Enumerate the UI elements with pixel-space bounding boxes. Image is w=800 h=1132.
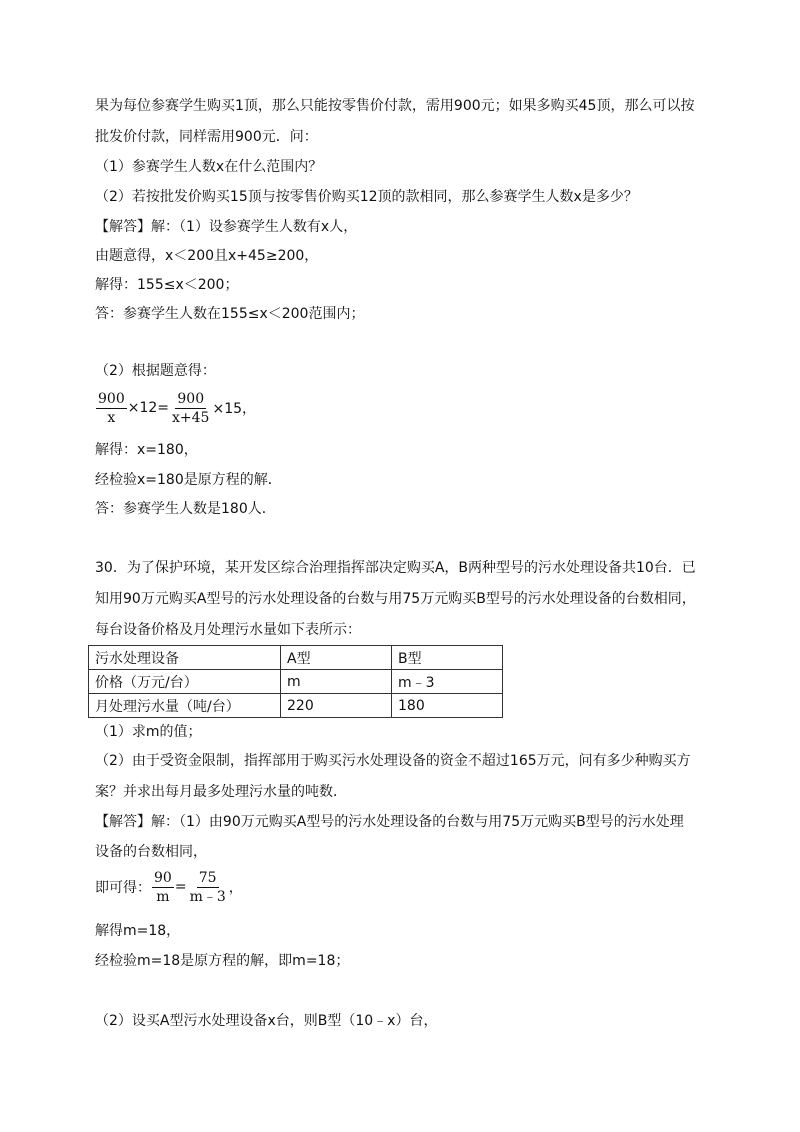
q30-text-line-2: 知用90万元购买A型号的污水处理设备的台数与用75万元购买B型号的污水处理设备的台数相同， bbox=[95, 591, 696, 607]
fraction-900-over-x: $\frac{900}{x}$ bbox=[98, 390, 125, 426]
equation-middle: ×12= bbox=[127, 400, 170, 416]
q30-answer-line-1: 【解答】解：（1）由90万元购买A型号的污水处理设备的台数与用75万元购买B型号的污水处理 bbox=[95, 814, 684, 830]
q29-text-line-1: 果为每位参赛学生购买1顶，那么只能按零售价付款，需用900元；如果多购买45顶，那么可以按 bbox=[95, 98, 695, 114]
table-cell: m bbox=[281, 670, 392, 694]
q30-subquestion-1: （1）求m的值； bbox=[95, 724, 202, 740]
q29-text-line-2: 批发价付款，同样需用900元．问： bbox=[95, 129, 318, 145]
q29-answer-line-5: 解得：x=180， bbox=[95, 442, 198, 458]
q29-answer-part-2: （2）根据题意得： bbox=[95, 363, 216, 379]
q29-answer-line-6: 经检验x=180是原方程的解． bbox=[95, 472, 282, 488]
q29-answer-line-1: 由题意得，x＜200且x+45≥200， bbox=[95, 248, 319, 264]
q30-answer-line-3: 解得m=18， bbox=[95, 923, 181, 939]
table-header-row bbox=[89, 646, 503, 670]
equipment-spec-table bbox=[88, 645, 503, 718]
q30-text-line-3: 每台设备价格及月处理污水量如下表所示： bbox=[95, 622, 361, 638]
table-row bbox=[89, 670, 503, 694]
q29-subquestion-2: （2）若按批发价购买15顶与按零售价购买12顶的款相同，那么参赛学生人数x是多少？ bbox=[95, 189, 638, 205]
table-cell: m﹣3 bbox=[392, 670, 503, 694]
fraction-75-over-m-minus-3: $\frac{75}{m﹣3}$ bbox=[189, 869, 226, 905]
q30-subquestion-2-line-2: 案？并求出每月最多处理污水量的吨数． bbox=[95, 784, 347, 800]
table-row bbox=[89, 694, 503, 718]
fraction-900-over-x-plus-45: $\frac{900}{x+45}$ bbox=[172, 390, 210, 426]
table-cell: 月处理污水量（吨/台） bbox=[89, 694, 281, 718]
q29-subquestion-1: （1）参赛学生人数x在什么范围内？ bbox=[95, 159, 323, 175]
table-cell: 180 bbox=[392, 694, 503, 718]
q29-answer-line-3: 答：参赛学生人数在155≤x＜200范围内； bbox=[95, 306, 365, 322]
q30-text-line-1: 30．为了保护环境，某开发区综合治理指挥部决定购买A，B两种型号的污水处理设备共10台．已 bbox=[95, 560, 696, 576]
equation-tail: ， bbox=[228, 880, 243, 896]
equation-middle: = bbox=[174, 879, 187, 895]
q30-answer-line-4: 经检验m=18是原方程的解，即m=18； bbox=[95, 953, 350, 969]
q30-subquestion-2-line-1: （2）由于受资金限制，指挥部用于购买污水处理设备的资金不超过165万元，问有多少种购买方 bbox=[95, 753, 691, 769]
q30-equation bbox=[95, 867, 243, 907]
q29-answer-line-2: 解得：155≤x＜200； bbox=[95, 277, 239, 293]
q30-answer-part-2: （2）设买A型污水处理设备x台，则B型（10﹣x）台， bbox=[95, 1013, 438, 1029]
q29-answer-line-7: 答：参赛学生人数是180人． bbox=[95, 501, 276, 517]
table-cell: 220 bbox=[281, 694, 392, 718]
q30-answer-line-2: 设备的台数相同， bbox=[95, 844, 207, 860]
table-header-cell: B型 bbox=[392, 646, 503, 670]
equation-prefix: 即可得： bbox=[95, 880, 151, 896]
fraction-90-over-m: $\frac{90}{m}$ bbox=[154, 869, 172, 905]
q29-answer-heading: 【解答】解：（1）设参赛学生人数有x人， bbox=[95, 219, 358, 235]
table-header-cell: 污水处理设备 bbox=[89, 646, 281, 670]
equation-tail: ×15， bbox=[212, 401, 257, 417]
table-header-cell: A型 bbox=[281, 646, 392, 670]
q29-equation bbox=[95, 388, 256, 428]
table-cell: 价格（万元/台） bbox=[89, 670, 281, 694]
